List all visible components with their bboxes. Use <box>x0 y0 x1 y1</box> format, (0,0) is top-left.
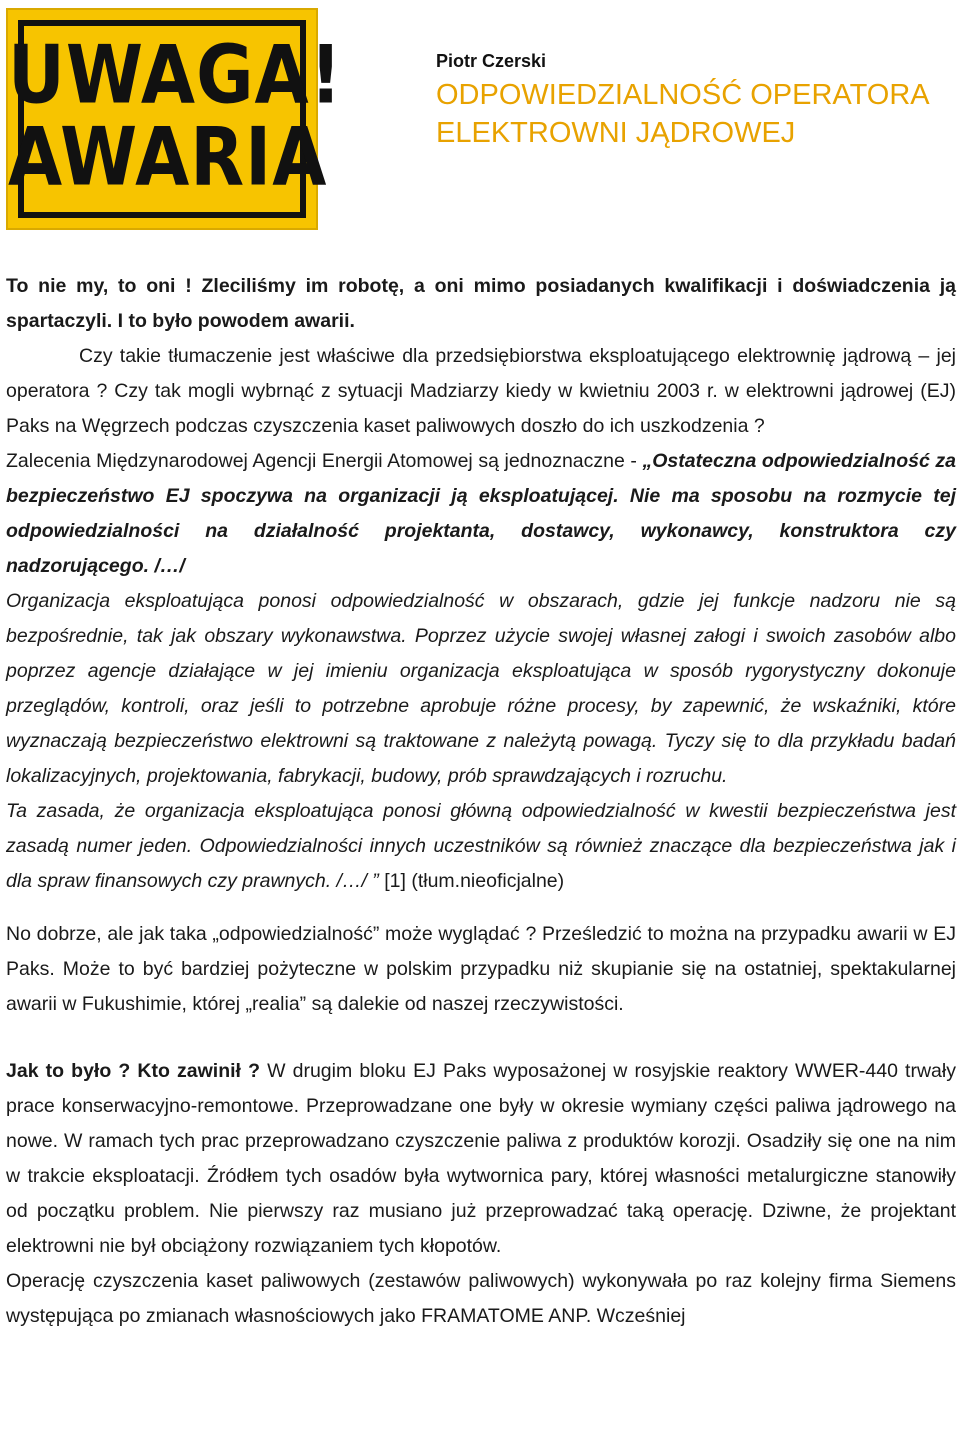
paragraph-iaea-quote <box>6 444 956 899</box>
article-body <box>6 269 956 1334</box>
paragraph-responsibility: No dobrze, ale jak taka „odpowiedzialność” może wyglądać ? Prześledzić to można na przypadku awarii w EJ Paks. Może to być bardziej pożyteczne w polskim przypadku niż skupianie się na ostatniej, spektakularnej awarii w Fukushimie, której „realia” są dalekie od naszej rzeczywistości. <box>6 923 956 1015</box>
intro-question-text: Czy takie tłumaczenie jest właściwe dla przedsiębiorstwa eksploatującego elektrownię jądrową – jej operatora ? Czy tak mogli wybrnąć z sytuacji Madziarzy kiedy w kwietniu 2003 r. w elektrowni jądrowej (EJ) Paks na Węgrzech podczas czyszczenia kaset paliwowych doszło do ich uszkodzenia ? <box>6 345 956 437</box>
quote-reference: [1] (tłum.nieoficjalne) <box>378 870 565 892</box>
paragraph-intro <box>6 269 956 444</box>
sign-line-2: AWARIA <box>8 109 328 205</box>
author-name: Piotr Czerski <box>436 51 547 71</box>
document-title: ODPOWIEDZIALNOŚĆ OPERATORA ELEKTROWNI JĄDROWEJ <box>436 79 929 149</box>
section-text: W drugim bloku EJ Paks wyposażonej w rosyjskie reaktory WWER-440 trwały prace konserwacyjno-remontowe. Przeprowadzane one były w okresie wymiany części paliwa jądrowego na nowe. W ramach tych prac przeprowadzano czyszczenie paliwa z produktów korozji. Osadziły się one na nim w trakcie eksploatacji. Źródłem tych osadów była wytwornica pary, której własności metalurgiczne stanowiły od początku problem. Nie pierwszy raz musiano już przeprowadzać taką operację. Dziwne, że projektant elektrowni nie był obciążony rozwiązaniem tych kłopotów. <box>6 1060 956 1257</box>
paragraph-how-it-was <box>6 1054 956 1264</box>
quote-intro: Zalecenia Międzynarodowej Agencji Energii Atomowej są jednoznaczne - <box>6 450 643 472</box>
quote-italic-1: Organizacja eksploatująca ponosi odpowiedzialność w obszarach, gdzie jej funkcje nadzoru nie są bezpośrednie, tak jak obszary wykonawstwa. Poprzez użycie swojej własnej załogi i swoich zasobów albo poprzez agencje działające w jej imieniu organizacja eksploatująca w sposób rygorystyczny dokonuje przeglądów, kontroli, oraz jeśli to potrzebne aprobuje różne procesy, by zapewnić, że wskaźniki, które wyznaczają bezpieczeństwo elektrowni są traktowane z należytą powagą. Tyczy się to dla przykładu badań lokalizacyjnych, projektowania, fabrykacji, budowy, prób sprawdzających i rozruchu. <box>6 590 956 787</box>
warning-sign-image <box>6 8 343 230</box>
intro-bold-text: To nie my, to oni ! Zleciliśmy im robotę, a oni mimo posiadanych kwalifikacji i doświadczenia ją spartaczyli. I to było powodem awarii. <box>6 275 956 332</box>
quote-bold-italic: „Ostateczna odpowiedzialność za bezpieczeństwo EJ spoczywa na organizacji ją eksploatującej. Nie ma sposobu na rozmycie tej odpowiedzialności na działalność projektanta, dostawcy, wykonawcy, konstruktora czy nadzorującego. /…/ <box>6 450 956 577</box>
sign-line-1: UWAGA! <box>8 27 343 123</box>
quote-italic-2: Ta zasada, że organizacja eksploatująca ponosi główną odpowiedzialność w kwestii bezpieczeństwa jest zasadą numer jeden. Odpowiedzialności innych uczestników są również znaczące dla bezpieczeństwa jak i dla spraw finansowych czy prawnych. /…/ ” <box>6 800 956 892</box>
paragraph-operation: Operację czyszczenia kaset paliwowych (zestawów paliwowych) wykonywała po raz kolejny firma Siemens występująca po zmianach własnościowych jako FRAMATOME ANP. Wcześniej <box>6 1270 956 1327</box>
section-heading: Jak to było ? Kto zawinił ? <box>6 1060 260 1082</box>
